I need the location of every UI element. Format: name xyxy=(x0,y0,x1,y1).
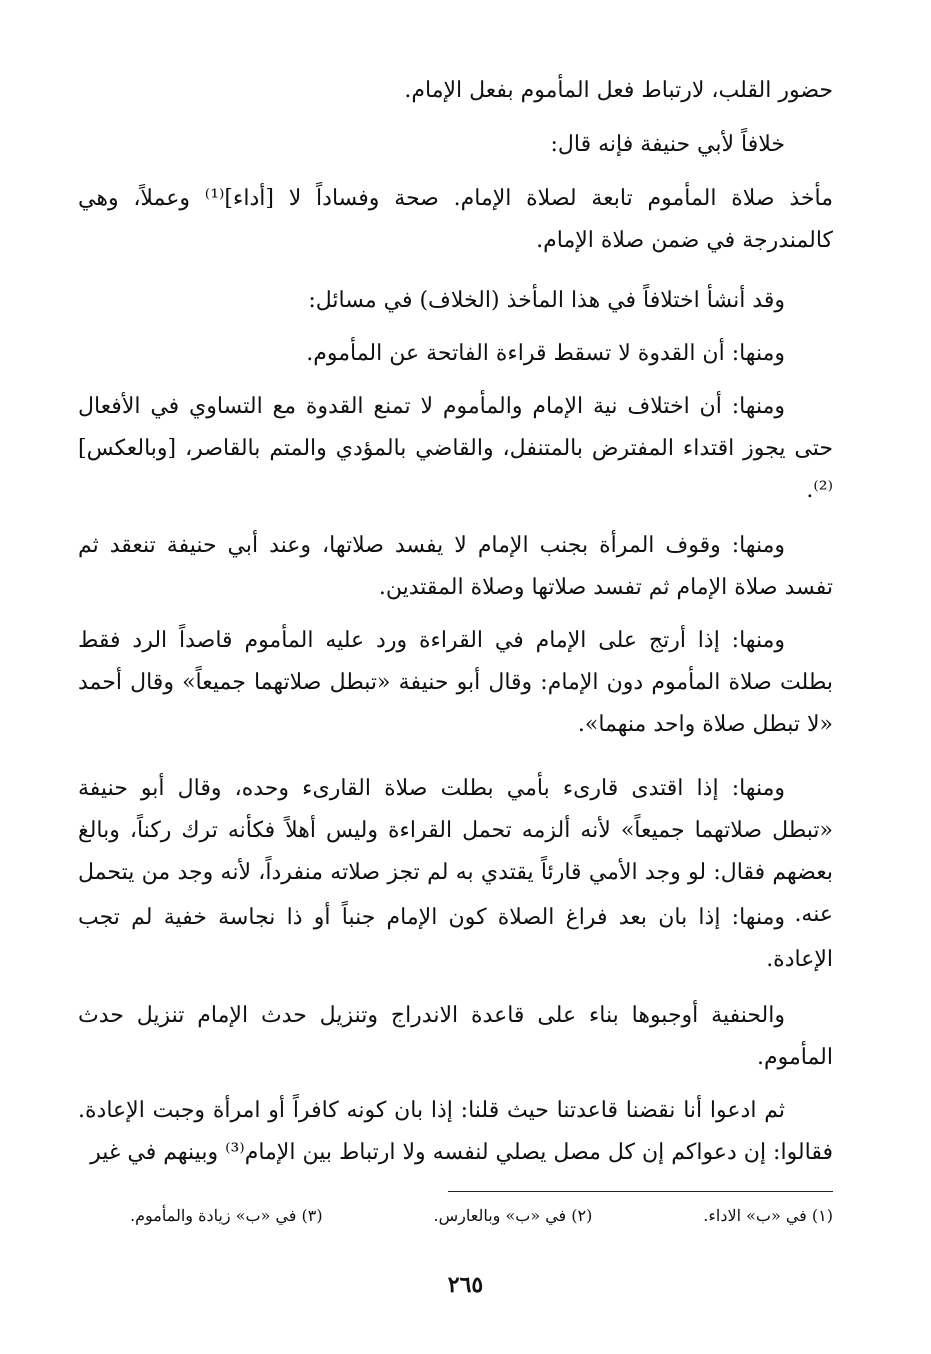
paragraph-3: مأخذ صلاة المأموم تابعة لصلاة الإمام. صحة وفساداً لا [أداء]⁽¹⁾ وعملاً، وهي كالمندرجة في ضمن صلاة الإمام. xyxy=(78,186,833,253)
paragraph-11: والحنفية أوجبوها بناء على قاعدة الاندراج وتنزيل حدث الإمام تنزيل حدث المأموم. xyxy=(78,1003,833,1070)
paragraph-7: ومنها: وقوف المرأة بجنب الإمام لا يفسد صلاتها، وعند أبي حنيفة تنعقد ثم تفسد صلاة الإمام ثم تفسد صلاتها وصلاة المقتدين. xyxy=(78,533,833,600)
paragraph-4: وقد أنشأ اختلافاً في هذا المأخذ (الخلاف) في مسائل: xyxy=(308,288,785,313)
paragraph-6: ومنها: أن اختلاف نية الإمام والمأموم لا تمنع القدوة مع التساوي في الأفعال حتى يجوز اقتداء المفترض بالمتنفل، والقاضي بالمؤدي والمتم بالقاصر، [وبالعكس]⁽²⁾. xyxy=(78,394,833,503)
paragraph-1: حضور القلب، لارتباط فعل المأموم بفعل الإمام. xyxy=(404,78,833,103)
paragraph-5: ومنها: أن القدوة لا تسقط قراءة الفاتحة عن المأموم. xyxy=(306,341,785,366)
footnote-3: (٣) في «ب» زيادة والمأموم. xyxy=(130,1206,323,1225)
footnote-separator xyxy=(448,1191,833,1192)
footnote-2: (٢) في «ب» وبالعارس. xyxy=(433,1206,593,1225)
paragraph-8: ومنها: إذا أرتج على الإمام في القراءة ورد عليه المأموم قاصداً الرد فقط بطلت صلاة المأموم دون الإمام: وقال أبو حنيفة «تبطل صلاتهما جميعاً» وقال أحمد «لا تبطل صلاة واحد منهما». xyxy=(78,628,833,737)
paragraph-12: ثم ادعوا أنا نقضنا قاعدتنا حيث قلنا: إذا بان كونه كافراً أو امرأة وجبت الإعادة. فقالوا: إن دعواكم إن كل مصل يصلي لنفسه ولا ارتباط بين الإمام⁽³⁾ وبينهم في غير xyxy=(78,1098,833,1165)
page-number: ٢٦٥ xyxy=(447,1272,484,1298)
paragraph-10: ومنها: إذا بان بعد فراغ الصلاة كون الإمام جنباً أو ذا نجاسة خفية لم تجب الإعادة. xyxy=(78,905,833,972)
paragraph-2: خلافاً لأبي حنيفة فإنه قال: xyxy=(550,132,785,157)
footnotes xyxy=(130,1206,833,1225)
footnote-1: (١) في «ب» الاداء. xyxy=(703,1206,833,1225)
paragraph-9: ومنها: إذا اقتدى قارىء بأمي بطلت صلاة القارىء وحده، وقال أبو حنيفة «تبطل صلاتهما جميعاً» لأنه ألزمه تحمل القراءة وليس أهلاً فكأنه ترك ركناً، وبالغ بعضهم فقال: لو وجد الأمي قارئاً يقتدي به لم تجز صلاته منفرداً، لأنه وجد من يتحمل عنه. xyxy=(78,776,833,927)
